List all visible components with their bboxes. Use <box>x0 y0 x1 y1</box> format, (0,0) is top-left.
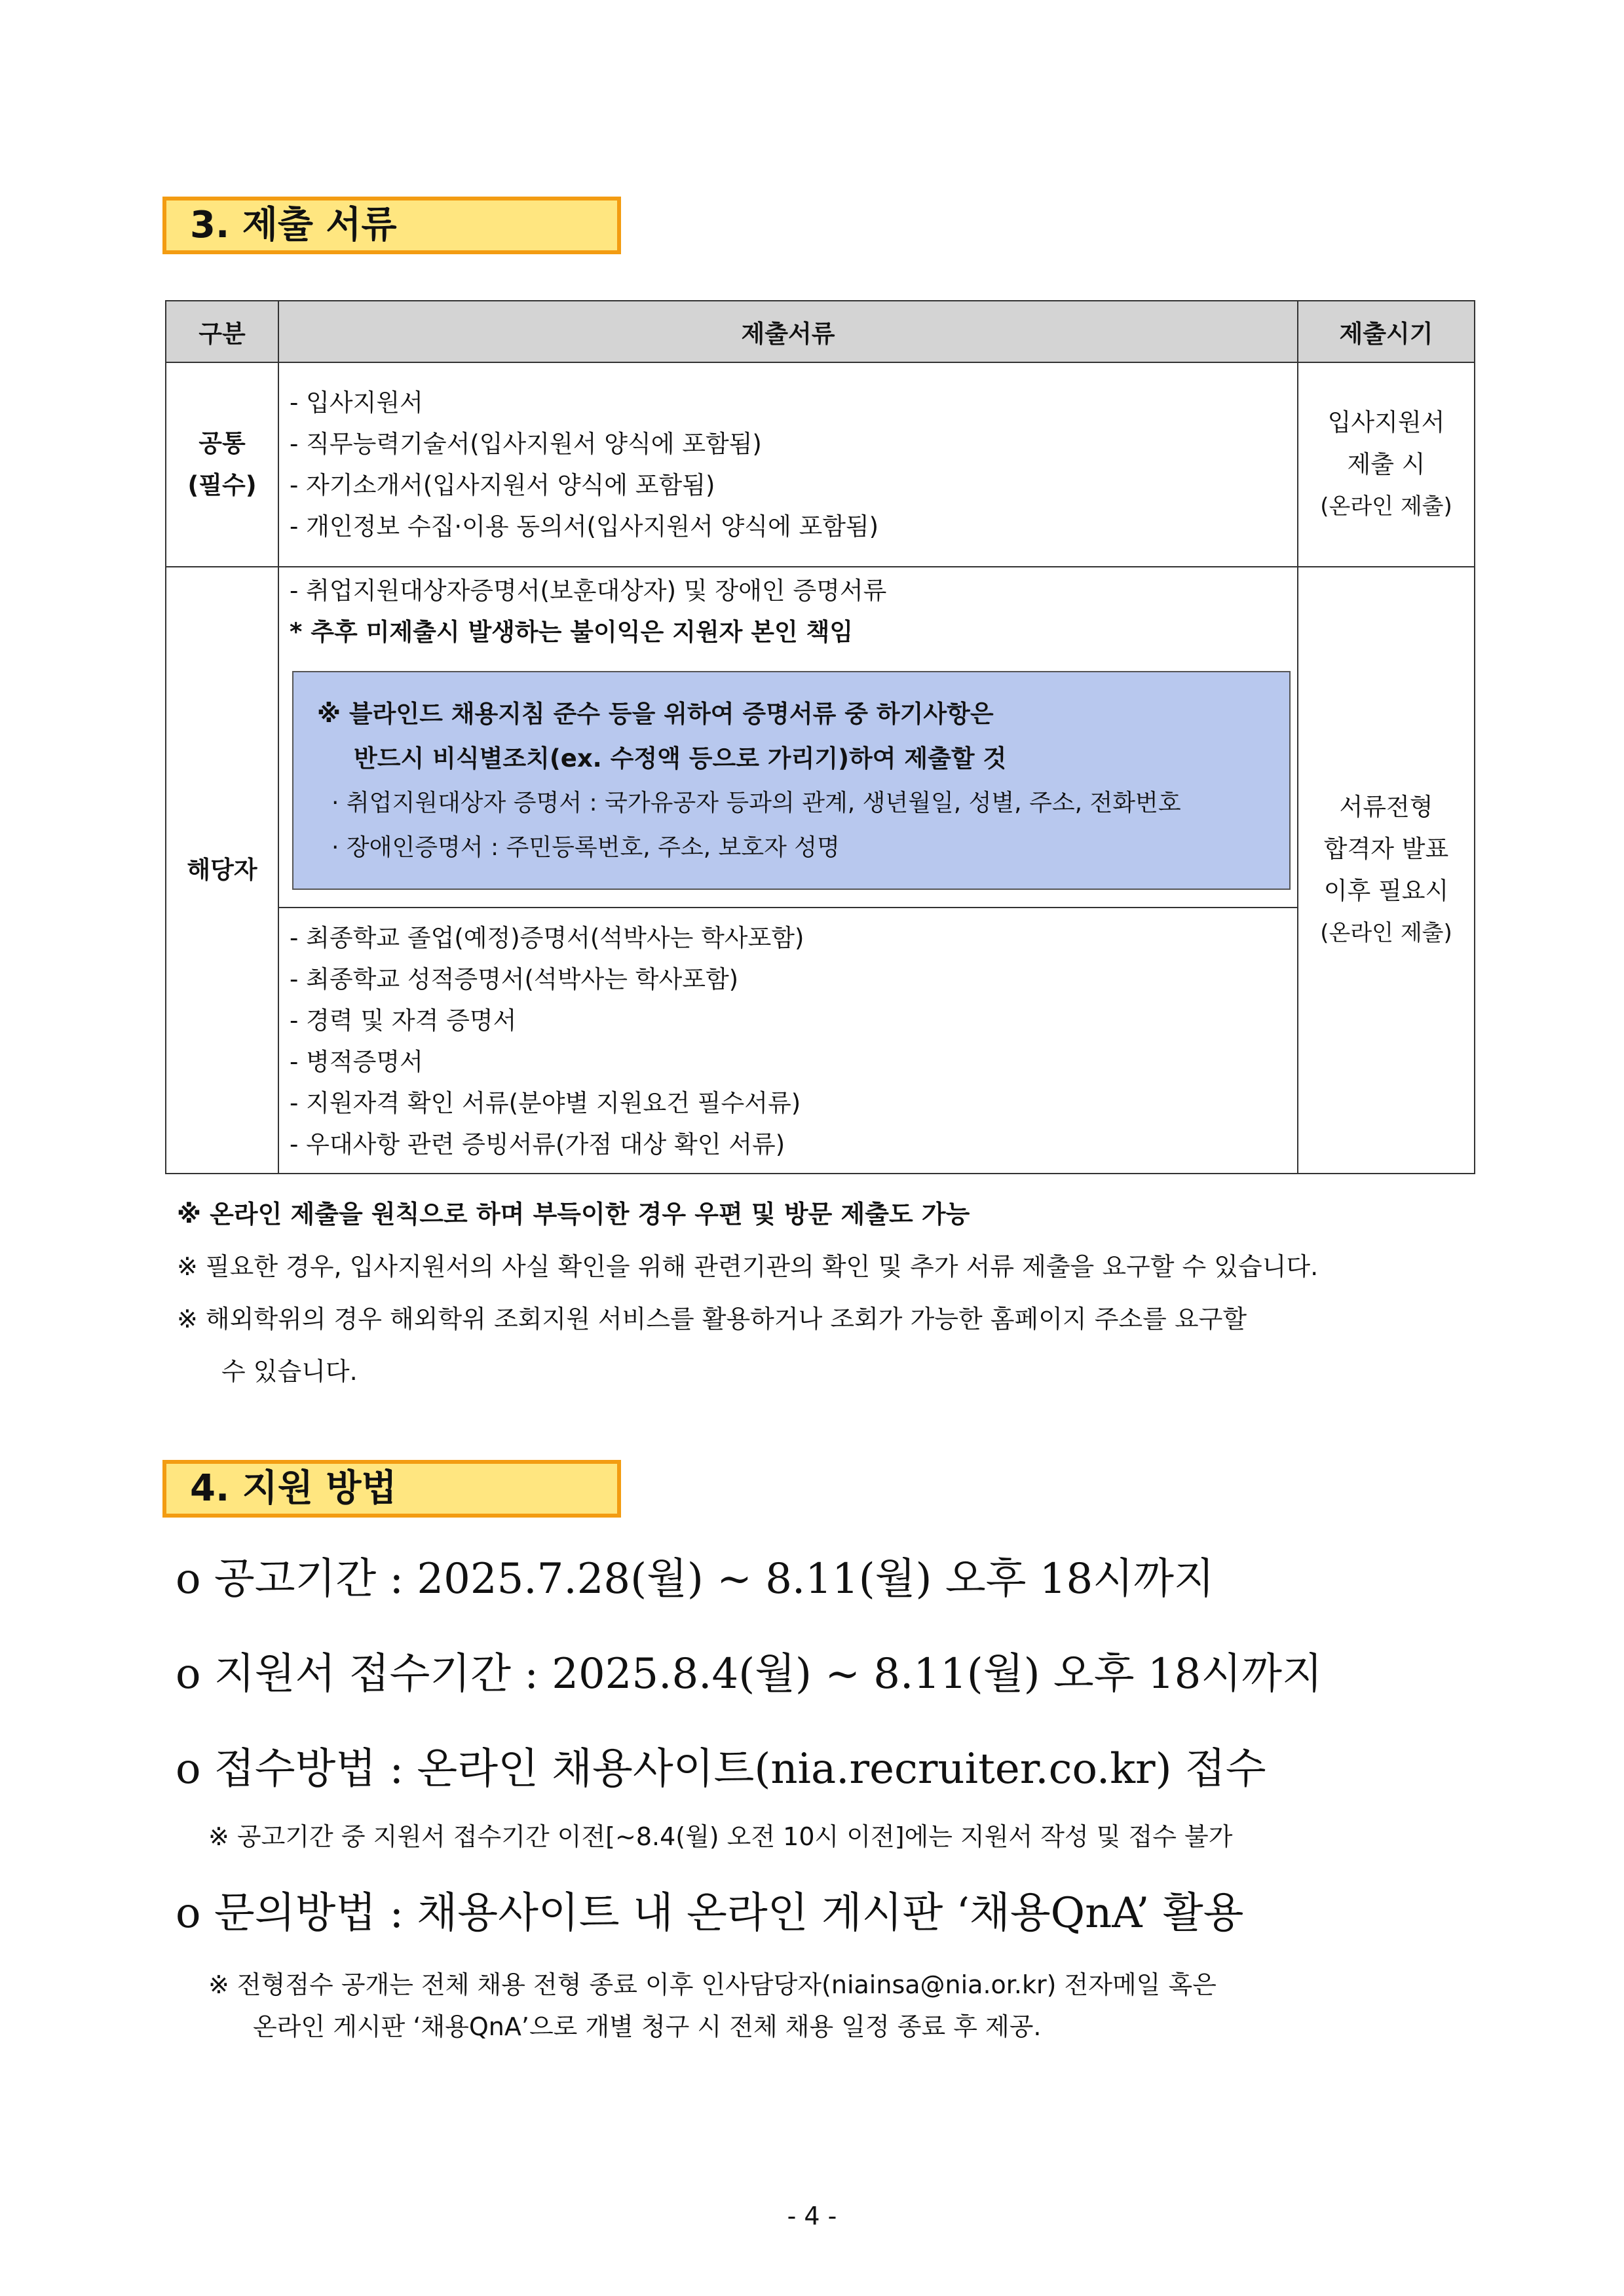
note-foreign-degree-cont: 수 있습니다. <box>221 1357 358 1386</box>
list-item: - 취업지원대상자증명서(보훈대상자) 및 장애인 증명서류 <box>290 577 887 605</box>
list-item: - 경력 및 자격 증명서 <box>290 1006 517 1035</box>
list-item: - 자기소개서(입사지원서 양식에 포함됨) <box>290 471 715 499</box>
table-header-row <box>166 301 1475 362</box>
timing-applicable: 서류전형 합격자 발표 이후 필요시 (온라인 제출) <box>1298 567 1475 1174</box>
section-4-title: 4. 지원 방법 <box>162 1460 621 1518</box>
header-documents: 제출서류 <box>278 301 1298 362</box>
list-item: - 직무능력기술서(입사지원서 양식에 포함됨) <box>290 430 762 458</box>
list-item: - 개인정보 수집·이용 동의서(입사지원서 양식에 포함됨) <box>290 512 879 541</box>
warning-text: * 추후 미제출시 발생하는 불이익은 지원자 본인 책임 <box>290 618 854 646</box>
applicable-documents <box>278 567 1298 1174</box>
inquiry-method: o 문의방법 : 채용사이트 내 온라인 게시판 ‘채용QnA’ 활용 <box>176 1889 1244 1938</box>
header-category: 구분 <box>166 301 278 362</box>
table-row-applicable <box>166 567 1475 1174</box>
note-verification: ※ 필요한 경우, 입사지원서의 사실 확인을 위해 관련기관의 확인 및 추가 서류 제출을 요구할 수 있습니다. <box>177 1252 1319 1281</box>
application-method-note: ※ 공고기간 중 지원서 접수기간 이전[~8.4(월) 오전 10시 이전]에는 지원서 작성 및 접수 불가 <box>208 1822 1233 1851</box>
list-item: - 우대사항 관련 증빙서류(가점 대상 확인 서류) <box>290 1130 785 1158</box>
application-method: o 접수방법 : 온라인 채용사이트(nia.recruiter.co.kr) 접수 <box>176 1745 1266 1793</box>
list-item: · 장애인증명서 : 주민등록번호, 주소, 보호자 성명 <box>331 834 840 861</box>
page-number: - 4 - <box>787 2202 837 2230</box>
list-item: - 병적증명서 <box>290 1048 423 1076</box>
inquiry-note: ※ 전형점수 공개는 전체 채용 전형 종료 이후 인사담당자(niainsa@nia.or.kr) 전자메일 혹은 <box>208 1970 1217 1999</box>
note-foreign-degree: ※ 해외학위의 경우 해외학위 조회지원 서비스를 활용하거나 조회가 가능한 홈페이지 주소를 요구할 <box>177 1305 1247 1333</box>
inquiry-note-cont: 온라인 게시판 ‘채용QnA’으로 개별 청구 시 전체 채용 일정 종료 후 제공. <box>253 2012 1042 2041</box>
header-timing: 제출시기 <box>1298 301 1475 362</box>
timing-common: 입사지원서 제출 시 (온라인 제출) <box>1298 362 1475 567</box>
category-applicable: 해당자 <box>166 567 278 1174</box>
list-item: · 취업지원대상자 증명서 : 국가유공자 등과의 관계, 생년월일, 성별, 주소, 전화번호 <box>331 790 1181 816</box>
note-online-submission: ※ 온라인 제출을 원칙으로 하며 부득이한 경우 우편 및 방문 제출도 가능 <box>177 1200 970 1229</box>
list-item: - 최종학교 성적증명서(석박사는 학사포함) <box>290 965 739 993</box>
section-3-title: 3. 제출 서류 <box>162 197 621 254</box>
documents-table <box>165 300 1475 1174</box>
list-item: - 입사지원서 <box>290 389 423 417</box>
list-item: - 지원자격 확인 서류(분야별 지원요건 필수서류) <box>290 1089 801 1117</box>
posting-period: o 공고기간 : 2025.7.28(월) ~ 8.11(월) 오후 18시까지 <box>176 1555 1215 1603</box>
list-item: - 최종학교 졸업(예정)증명서(석박사는 학사포함) <box>290 924 804 952</box>
table-row-common <box>166 362 1475 567</box>
blind-hiring-notice-box: ※ 블라인드 채용지침 준수 등을 위하여 증명서류 중 하기사항은 반드시 비식별조치(ex. 수정액 등으로 가리기)하여 제출할 것 · 취업지원대상자 증명서 : 국가유공자 등과의 관계, 생년월일, 성별, 주소, 전화번호 · 장애인증명서 : 주민등록번호, 주소, 보호자 성명 <box>292 671 1291 890</box>
common-documents <box>278 362 1298 567</box>
category-common: 공통 (필수) <box>166 362 278 567</box>
application-period: o 지원서 접수기간 : 2025.8.4(월) ~ 8.11(월) 오후 18시까지 <box>176 1650 1323 1698</box>
